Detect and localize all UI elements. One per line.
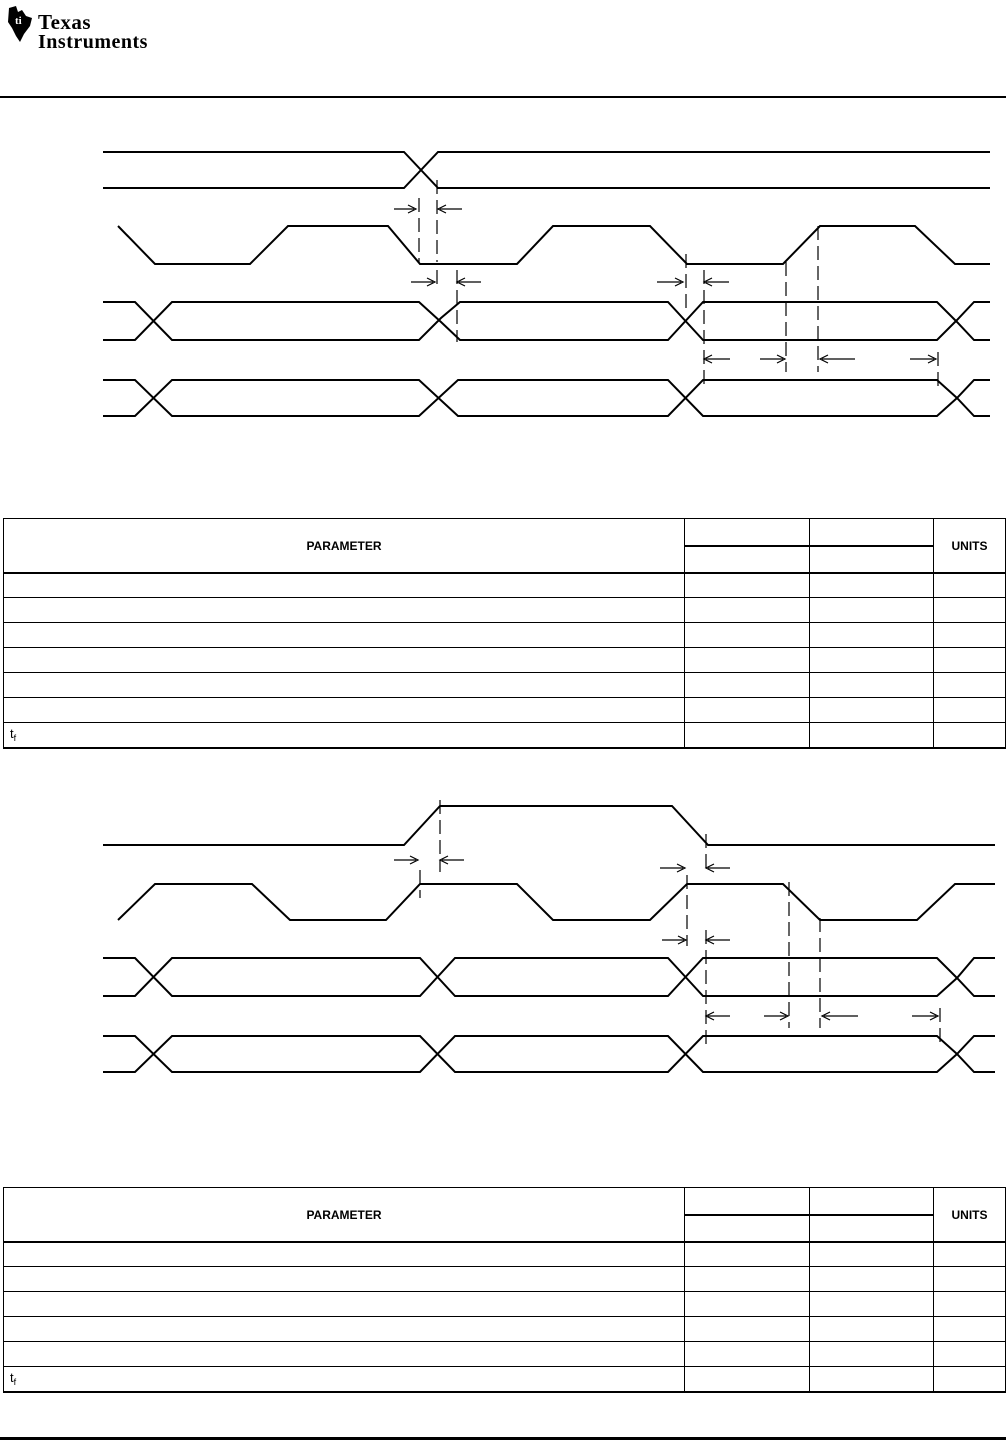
table-row (4, 1367, 1006, 1392)
header-subcell (685, 1215, 810, 1242)
parameter-header: PARAMETER (4, 1188, 685, 1242)
table-row (4, 648, 1006, 673)
header-cell (810, 519, 934, 546)
table-row (4, 698, 1006, 723)
timing-diagram-2 (0, 790, 1006, 1090)
table-row (4, 598, 1006, 623)
diagram1-signal-a (103, 152, 990, 188)
table-row (4, 1292, 1006, 1317)
table-row (4, 673, 1006, 698)
table-row (4, 1267, 1006, 1292)
table-row (4, 623, 1006, 648)
header-subcell (685, 546, 810, 573)
header-cell (685, 1188, 810, 1215)
table-row (4, 573, 1006, 598)
timing-diagram-1 (0, 110, 1006, 430)
table-row (4, 1342, 1006, 1367)
svg-text:ti: ti (15, 15, 22, 27)
units-header: UNITS (934, 519, 1006, 573)
fall-time-symbol: $t_f$ (4, 723, 685, 748)
table-row (4, 1317, 1006, 1342)
header-subcell (810, 546, 934, 573)
header-cell (685, 519, 810, 546)
parameter-table-2 (3, 1187, 1006, 1393)
fall-time-symbol: $t_f$ (4, 1367, 685, 1392)
units-header: UNITS (934, 1188, 1006, 1242)
diagram2-enable (103, 806, 995, 845)
diagram1-bus-2 (103, 380, 990, 416)
diagram2-bus-1 (103, 958, 995, 996)
logo-line-2: Instruments (38, 31, 148, 53)
diagram1-clock (118, 226, 990, 264)
logo-line-1: Texas (38, 10, 92, 34)
diagram1-bus-1 (103, 302, 990, 340)
header-rule (0, 96, 1006, 98)
header-cell (810, 1188, 934, 1215)
footer-rule (0, 1437, 1006, 1440)
parameter-header: PARAMETER (4, 519, 685, 573)
ti-state-icon (6, 4, 36, 44)
ti-logo (6, 4, 166, 54)
diagram2-clock (118, 884, 995, 920)
table-row (4, 723, 1006, 748)
table-row (4, 1242, 1006, 1267)
parameter-table-1 (3, 518, 1006, 749)
header-subcell (810, 1215, 934, 1242)
diagram2-bus-2 (103, 1036, 995, 1072)
